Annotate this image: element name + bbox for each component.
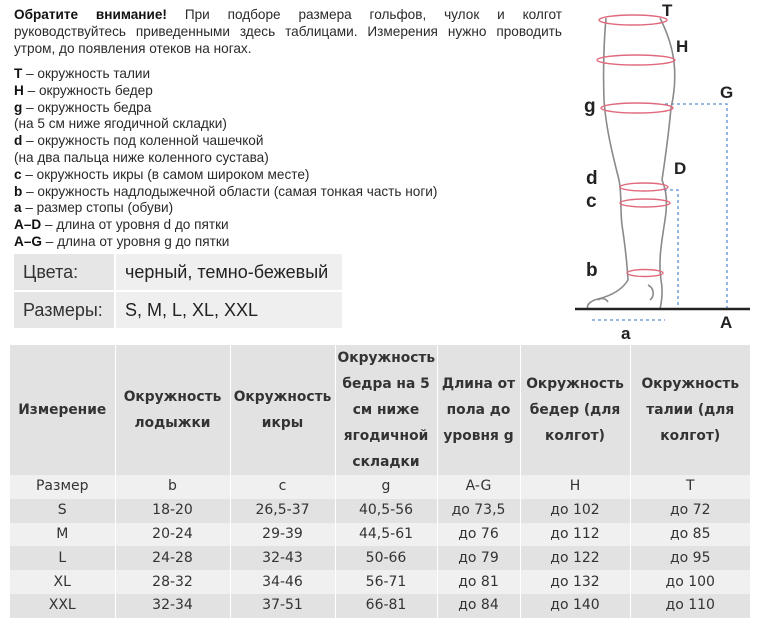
table-cell: до 110 xyxy=(630,594,750,618)
notice-bold: Обратите внимание! xyxy=(14,7,167,22)
label-c: c xyxy=(586,191,597,212)
table-header-cell: Окружность талии (для колгот) xyxy=(630,345,750,475)
legend-key: g xyxy=(14,99,23,115)
legend-item xyxy=(14,184,494,201)
table-row xyxy=(10,523,750,547)
sizes-row xyxy=(14,292,342,328)
legend-item xyxy=(14,66,494,83)
ring-d xyxy=(620,183,668,191)
legend-item xyxy=(14,150,494,167)
size-table xyxy=(10,345,750,618)
table-cell: до 76 xyxy=(437,523,520,547)
table-cell: до 85 xyxy=(630,523,750,547)
legend-item xyxy=(14,200,494,217)
legend-desc: – окружность бедра xyxy=(22,99,152,115)
sizes-value: S, M, L, XL, XXL xyxy=(114,292,342,328)
table-cell: до 73,5 xyxy=(437,499,520,523)
g-guide-line xyxy=(665,104,727,308)
legend-key: d xyxy=(14,133,23,149)
table-cell: 44,5-61 xyxy=(335,523,437,547)
table-cell: 56-71 xyxy=(335,570,437,594)
table-header-cell: Окружность лодыжки xyxy=(115,345,230,475)
ring-H xyxy=(597,55,675,65)
table-cell: до 84 xyxy=(437,594,520,618)
table-cell: до 72 xyxy=(630,499,750,523)
legend-desc: – окружность под коленной чашечкой xyxy=(22,133,264,149)
table-header-cell: Измерение xyxy=(10,345,115,475)
legend-desc: – окружность надлодыжечной области (самая тонкая часть ноги) xyxy=(22,183,438,199)
table-row xyxy=(10,475,750,499)
table-cell: до 81 xyxy=(437,570,520,594)
legend-desc: – длина от уровня g до пятки xyxy=(41,233,230,249)
table-cell: 37-51 xyxy=(230,594,335,618)
colors-value: черный, темно-бежевый xyxy=(114,254,342,290)
table-cell: до 79 xyxy=(437,546,520,570)
label-a: a xyxy=(621,324,631,343)
legend-item xyxy=(14,167,494,184)
guide-lines xyxy=(592,104,727,320)
legend-desc: – размер стопы (обуви) xyxy=(21,200,174,216)
legend-item xyxy=(14,234,494,251)
measurement-legend xyxy=(14,66,494,251)
table-cell: 26,5-37 xyxy=(230,499,335,523)
legend-desc: – окружность икры (в самом широком месте) xyxy=(21,166,310,182)
table-header-row xyxy=(10,345,750,475)
table-row xyxy=(10,546,750,570)
table-header-cell: Окружность бедра на 5 см ниже ягодичной складки xyxy=(335,345,437,475)
legend-desc: – длина от уровня d до пятки xyxy=(41,217,229,233)
table-cell: до 122 xyxy=(520,546,630,570)
table-cell: b xyxy=(115,475,230,499)
table-cell: 32-34 xyxy=(115,594,230,618)
legend-item xyxy=(14,100,494,117)
table-row xyxy=(10,570,750,594)
legend-key: A–G xyxy=(14,233,42,249)
table-cell: 24-28 xyxy=(115,546,230,570)
label-H: H xyxy=(676,37,689,56)
table-header-cell: Окружность икры xyxy=(230,345,335,475)
table-cell: 28-32 xyxy=(115,570,230,594)
table-cell: до 112 xyxy=(520,523,630,547)
table-header-cell: Окружность бедер (для колгот) xyxy=(520,345,630,475)
label-d: d xyxy=(586,168,598,189)
table-row xyxy=(10,594,750,618)
label-D: D xyxy=(674,159,687,178)
ring-g xyxy=(601,103,673,113)
table-cell: XL xyxy=(10,570,115,594)
notice-text: При подборе размера гольфов, чулок и колгот руководствуйтесь приведенными здесь таблицами. Измерения нужно проводить утром, до появления отеков на ногах. xyxy=(14,7,563,56)
ring-b xyxy=(627,270,663,277)
legend-key: c xyxy=(14,166,22,182)
notice-paragraph xyxy=(14,6,562,57)
table-cell: H xyxy=(520,475,630,499)
table-cell: до 100 xyxy=(630,570,750,594)
table-cell: XXL xyxy=(10,594,115,618)
ring-c xyxy=(620,199,670,207)
sizes-label: Размеры: xyxy=(14,292,114,328)
table-cell: до 132 xyxy=(520,570,630,594)
ring-T xyxy=(599,15,667,25)
table-cell: g xyxy=(335,475,437,499)
legend-key: b xyxy=(14,183,23,199)
table-cell: до 95 xyxy=(630,546,750,570)
table-cell: 34-46 xyxy=(230,570,335,594)
label-T: T xyxy=(662,1,673,20)
table-cell: 66-81 xyxy=(335,594,437,618)
label-b: b xyxy=(586,260,598,281)
table-cell: M xyxy=(10,523,115,547)
legend-key: a xyxy=(14,200,22,216)
colors-row xyxy=(14,254,342,290)
legend-desc: – окружность талии xyxy=(22,66,151,81)
measurement-rings xyxy=(597,15,675,277)
table-cell: до 102 xyxy=(520,499,630,523)
label-g: g xyxy=(584,96,596,117)
table-cell: 32-43 xyxy=(230,546,335,570)
leg-measurement-diagram xyxy=(570,0,760,345)
legend-item xyxy=(14,133,494,150)
legend-item xyxy=(14,116,494,133)
label-G: G xyxy=(720,83,734,102)
legend-desc: – окружность бедер xyxy=(23,82,153,98)
legend-key: T xyxy=(14,66,23,81)
table-header-cell: Длина от пола до уровня g xyxy=(437,345,520,475)
table-cell: до 140 xyxy=(520,594,630,618)
legend-item xyxy=(14,83,494,100)
table-cell: Размер xyxy=(10,475,115,499)
table-cell: A-G xyxy=(437,475,520,499)
table-cell: 18-20 xyxy=(115,499,230,523)
table-row xyxy=(10,499,750,523)
table-cell: 50-66 xyxy=(335,546,437,570)
table-cell: L xyxy=(10,546,115,570)
table-cell: 20-24 xyxy=(115,523,230,547)
table-cell: S xyxy=(10,499,115,523)
product-info xyxy=(14,254,342,330)
label-A: A xyxy=(720,313,733,332)
table-cell: c xyxy=(230,475,335,499)
table-cell: 29-39 xyxy=(230,523,335,547)
legend-desc: (на 5 см ниже ягодичной складки) xyxy=(14,116,227,132)
table-cell: T xyxy=(630,475,750,499)
legend-item xyxy=(14,217,494,234)
legend-key: H xyxy=(14,82,24,98)
legend-key: A–D xyxy=(14,217,42,233)
legend-desc: (на два пальца ниже коленного сустава) xyxy=(14,149,269,165)
colors-label: Цвета: xyxy=(14,254,114,290)
table-cell: 40,5-56 xyxy=(335,499,437,523)
